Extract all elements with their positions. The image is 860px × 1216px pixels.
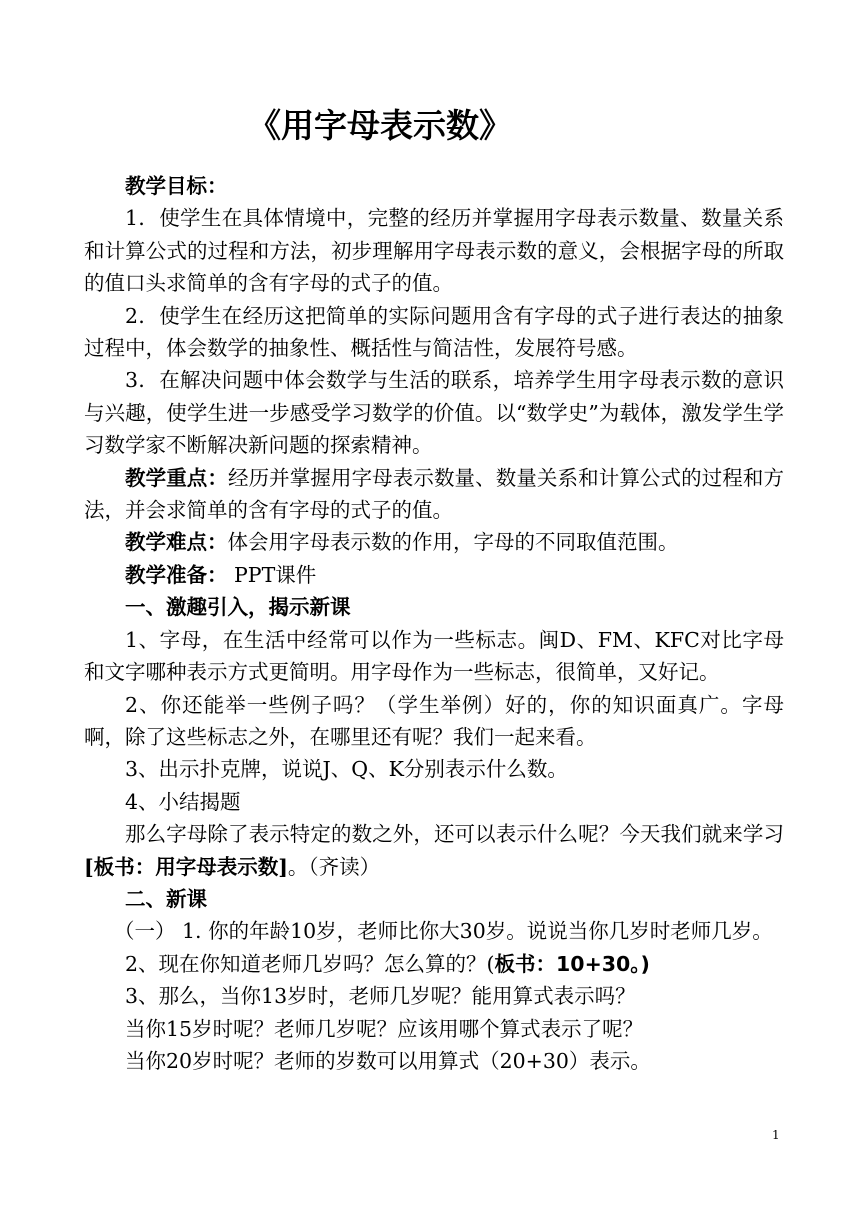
section1-closing-post: 。（齐读） xyxy=(287,854,381,879)
objective-item-3: 3．在解决问题中体会数学与生活的联系，培养学生用字母表示数的意识与兴趣，使学生进一步感受学习数学的价值。以“数学史”为载体，激发学生学习数学家不断解决新问题的探索精神。 xyxy=(84,368,784,458)
document-title: 《用字母表示数》 xyxy=(248,106,512,145)
blackboard-formula: 板书：10+30。) xyxy=(494,951,650,976)
section1-item-3: 3、出示扑克牌，说说J、Q、K分别表示什么数。 xyxy=(125,757,568,782)
section1-heading: 一、激趣引入，揭示新课 xyxy=(125,595,351,620)
objective-item-2: 2．使学生在经历这把简单的实际问题用含有字母的式子进行表达的抽象过程中，体会数学的抽象性、概括性与简洁性，发展符号感。 xyxy=(84,303,784,361)
section1-item-4: 4、小结揭题 xyxy=(125,789,241,814)
section1-closing xyxy=(84,818,784,883)
section2-item-3: 3、那么，当你13岁时，老师几岁呢？能用算式表示吗？ xyxy=(125,984,636,1009)
section2-item-2-pre: 2、现在你知道老师几岁吗？怎么算的？( xyxy=(125,951,495,976)
section1-item-1: 1、字母，在生活中经常可以作为一些标志。闽D、FM、KFC对比字母和文字哪种表示方式更简明。用字母作为一些标志，很简单，又好记。 xyxy=(84,627,784,685)
section2-item-2 xyxy=(84,948,784,980)
section1-item-2: 2、你还能举一些例子吗？（学生举例）好的，你的知识面真广。字母啊，除了这些标志之外，在哪里还有呢？我们一起来看。 xyxy=(84,692,784,749)
section2-heading: 二、新课 xyxy=(125,886,207,911)
objective-item-1: 1．使学生在具体情境中，完整的经历并掌握用字母表示数量、数量关系和计算公式的过程和方法，初步理解用字母表示数的意义，会根据字母的所取的值口头求简单的含有字母的式子的值。 xyxy=(84,206,784,296)
section2-item-4: 当你15岁时呢？老师几岁呢？应该用哪个算式表示了呢？ xyxy=(125,1016,644,1041)
difficulty-text: 体会用字母表示数的作用，字母的不同取值范围。 xyxy=(227,530,679,555)
objectives-heading: 教学目标： xyxy=(125,174,228,198)
key-point-text: 经历并掌握用字母表示数量、数量关系和计算公式的过程和方法，并会求简单的含有字母的式子的值。 xyxy=(84,465,784,523)
document-body xyxy=(84,170,784,1077)
difficulty-label: 教学难点： xyxy=(125,530,228,555)
preparation-label: 教学准备： xyxy=(125,562,228,587)
difficulty-paragraph xyxy=(84,526,784,558)
page-number: 1 xyxy=(772,1128,780,1142)
blackboard-note: [板书：用字母表示数] xyxy=(84,854,288,879)
key-point-label: 教学重点： xyxy=(125,465,228,490)
preparation-paragraph xyxy=(84,559,784,591)
key-point-paragraph xyxy=(84,462,784,527)
section2-item-1: （一） 1. 你的年龄10岁，老师比你大30岁。说说当你几岁时老师几岁。 xyxy=(114,919,773,944)
preparation-text: PPT课件 xyxy=(227,562,317,587)
section1-closing-pre: 那么字母除了表示特定的数之外，还可以表示什么呢？今天我们就来学习 xyxy=(125,822,784,847)
section2-item-5: 当你20岁时呢？老师的岁数可以用算式（20+30）表示。 xyxy=(125,1048,651,1073)
